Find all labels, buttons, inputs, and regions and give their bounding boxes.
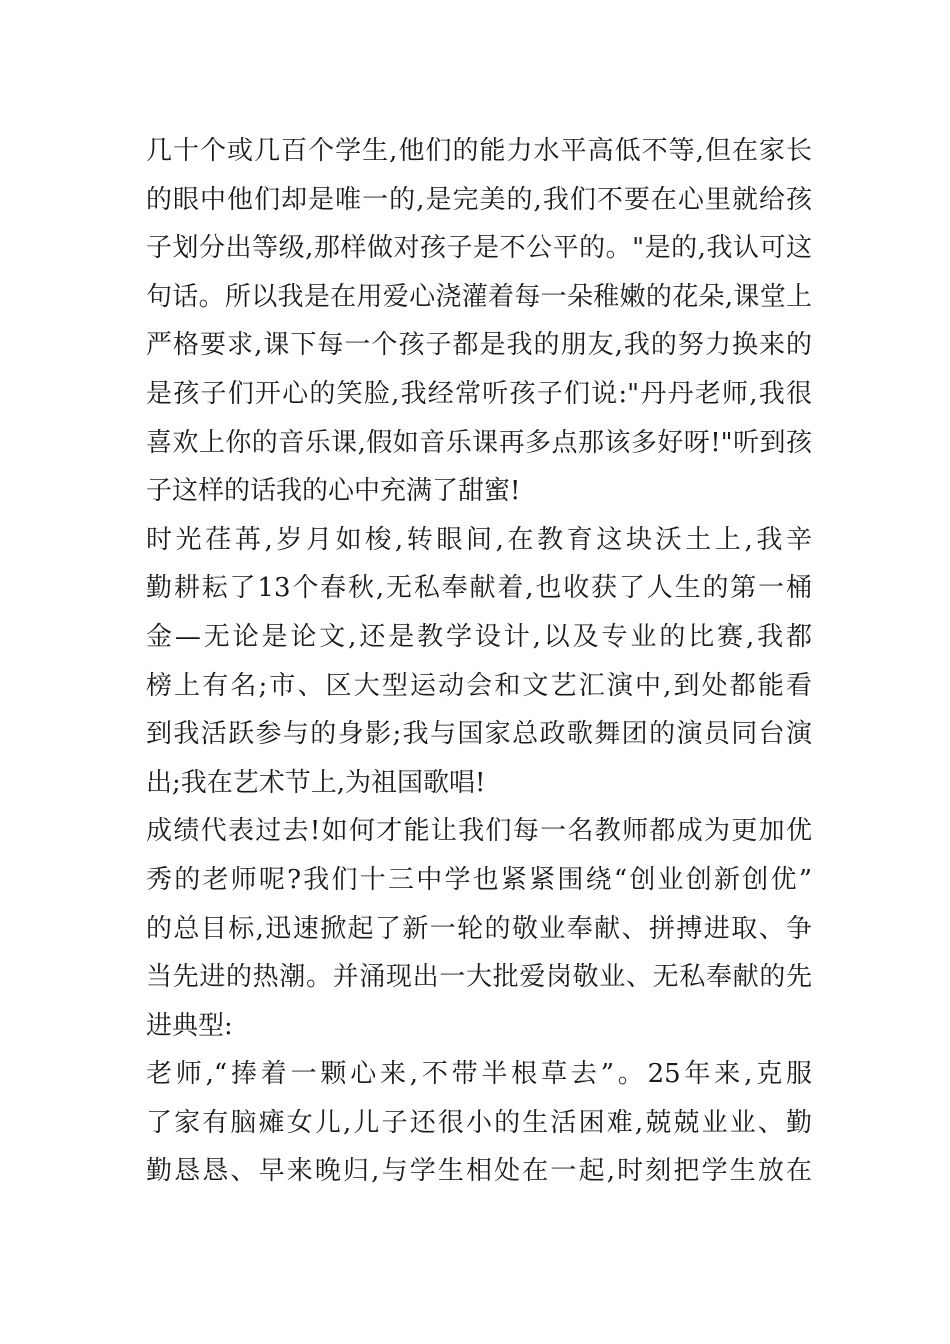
text-line: 的眼中他们却是唯一的,是完美的,我们不要在心里就给孩 [146, 184, 812, 215]
paragraph-3 [146, 807, 812, 1050]
text-line: 勤耕耘了13个春秋,无私奉献着,也收获了人生的第一桶 [146, 573, 812, 604]
text-line: 老师,“捧着一颗心来,不带半根草去”。25年来,克服 [146, 1059, 812, 1090]
paragraph-1 [146, 127, 812, 516]
text-line: 金—无论是论文,还是教学设计,以及专业的比赛,我都 [146, 621, 812, 652]
text-line: 进典型: [146, 1010, 233, 1041]
text-line: 子这样的话我的心中充满了甜蜜! [146, 476, 521, 507]
text-line: 严格要求,课下每一个孩子都是我的朋友,我的努力换来的 [146, 330, 812, 361]
text-line: 成绩代表过去!如何才能让我们每一名教师都成为更加优 [146, 816, 812, 847]
text-line: 当先进的热潮。并涌现出一大批爱岗敬业、无私奉献的先 [146, 962, 812, 993]
text-line: 子划分出等级,那样做对孩子是不公平的。"是的,我认可这 [146, 233, 812, 264]
text-line: 了家有脑瘫女儿,儿子还很小的生活困难,兢兢业业、勤 [146, 1107, 812, 1138]
text-line: 几十个或几百个学生,他们的能力水平高低不等,但在家长 [146, 136, 812, 166]
paragraph-2 [146, 516, 812, 808]
text-line: 句话。所以我是在用爱心浇灌着每一朵稚嫩的花朵,课堂上 [146, 281, 812, 312]
paragraph-4 [146, 1050, 812, 1196]
text-line: 到我活跃参与的身影;我与国家总政歌舞团的演员同台演 [146, 719, 812, 750]
text-line: 出;我在艺术节上,为祖国歌唱! [146, 767, 486, 798]
text-line: 勤恳恳、早来晚归,与学生相处在一起,时刻把学生放在 [146, 1156, 812, 1187]
text-line: 是孩子们开心的笑脸,我经常听孩子们说:"丹丹老师,我很 [146, 378, 812, 409]
document-body [146, 127, 812, 1196]
text-line: 秀的老师呢?我们十三中学也紧紧围绕“创业创新创优” [146, 864, 812, 895]
text-line: 时光荏苒,岁月如梭,转眼间,在教育这块沃土上,我辛 [146, 524, 812, 555]
text-line: 喜欢上你的音乐课,假如音乐课再多点那该多好呀!"听到孩 [146, 427, 812, 458]
text-line: 的总目标,迅速掀起了新一轮的敬业奉献、拼搏进取、争 [146, 913, 812, 944]
text-line: 榜上有名;市、区大型运动会和文艺汇演中,到处都能看 [146, 670, 812, 701]
